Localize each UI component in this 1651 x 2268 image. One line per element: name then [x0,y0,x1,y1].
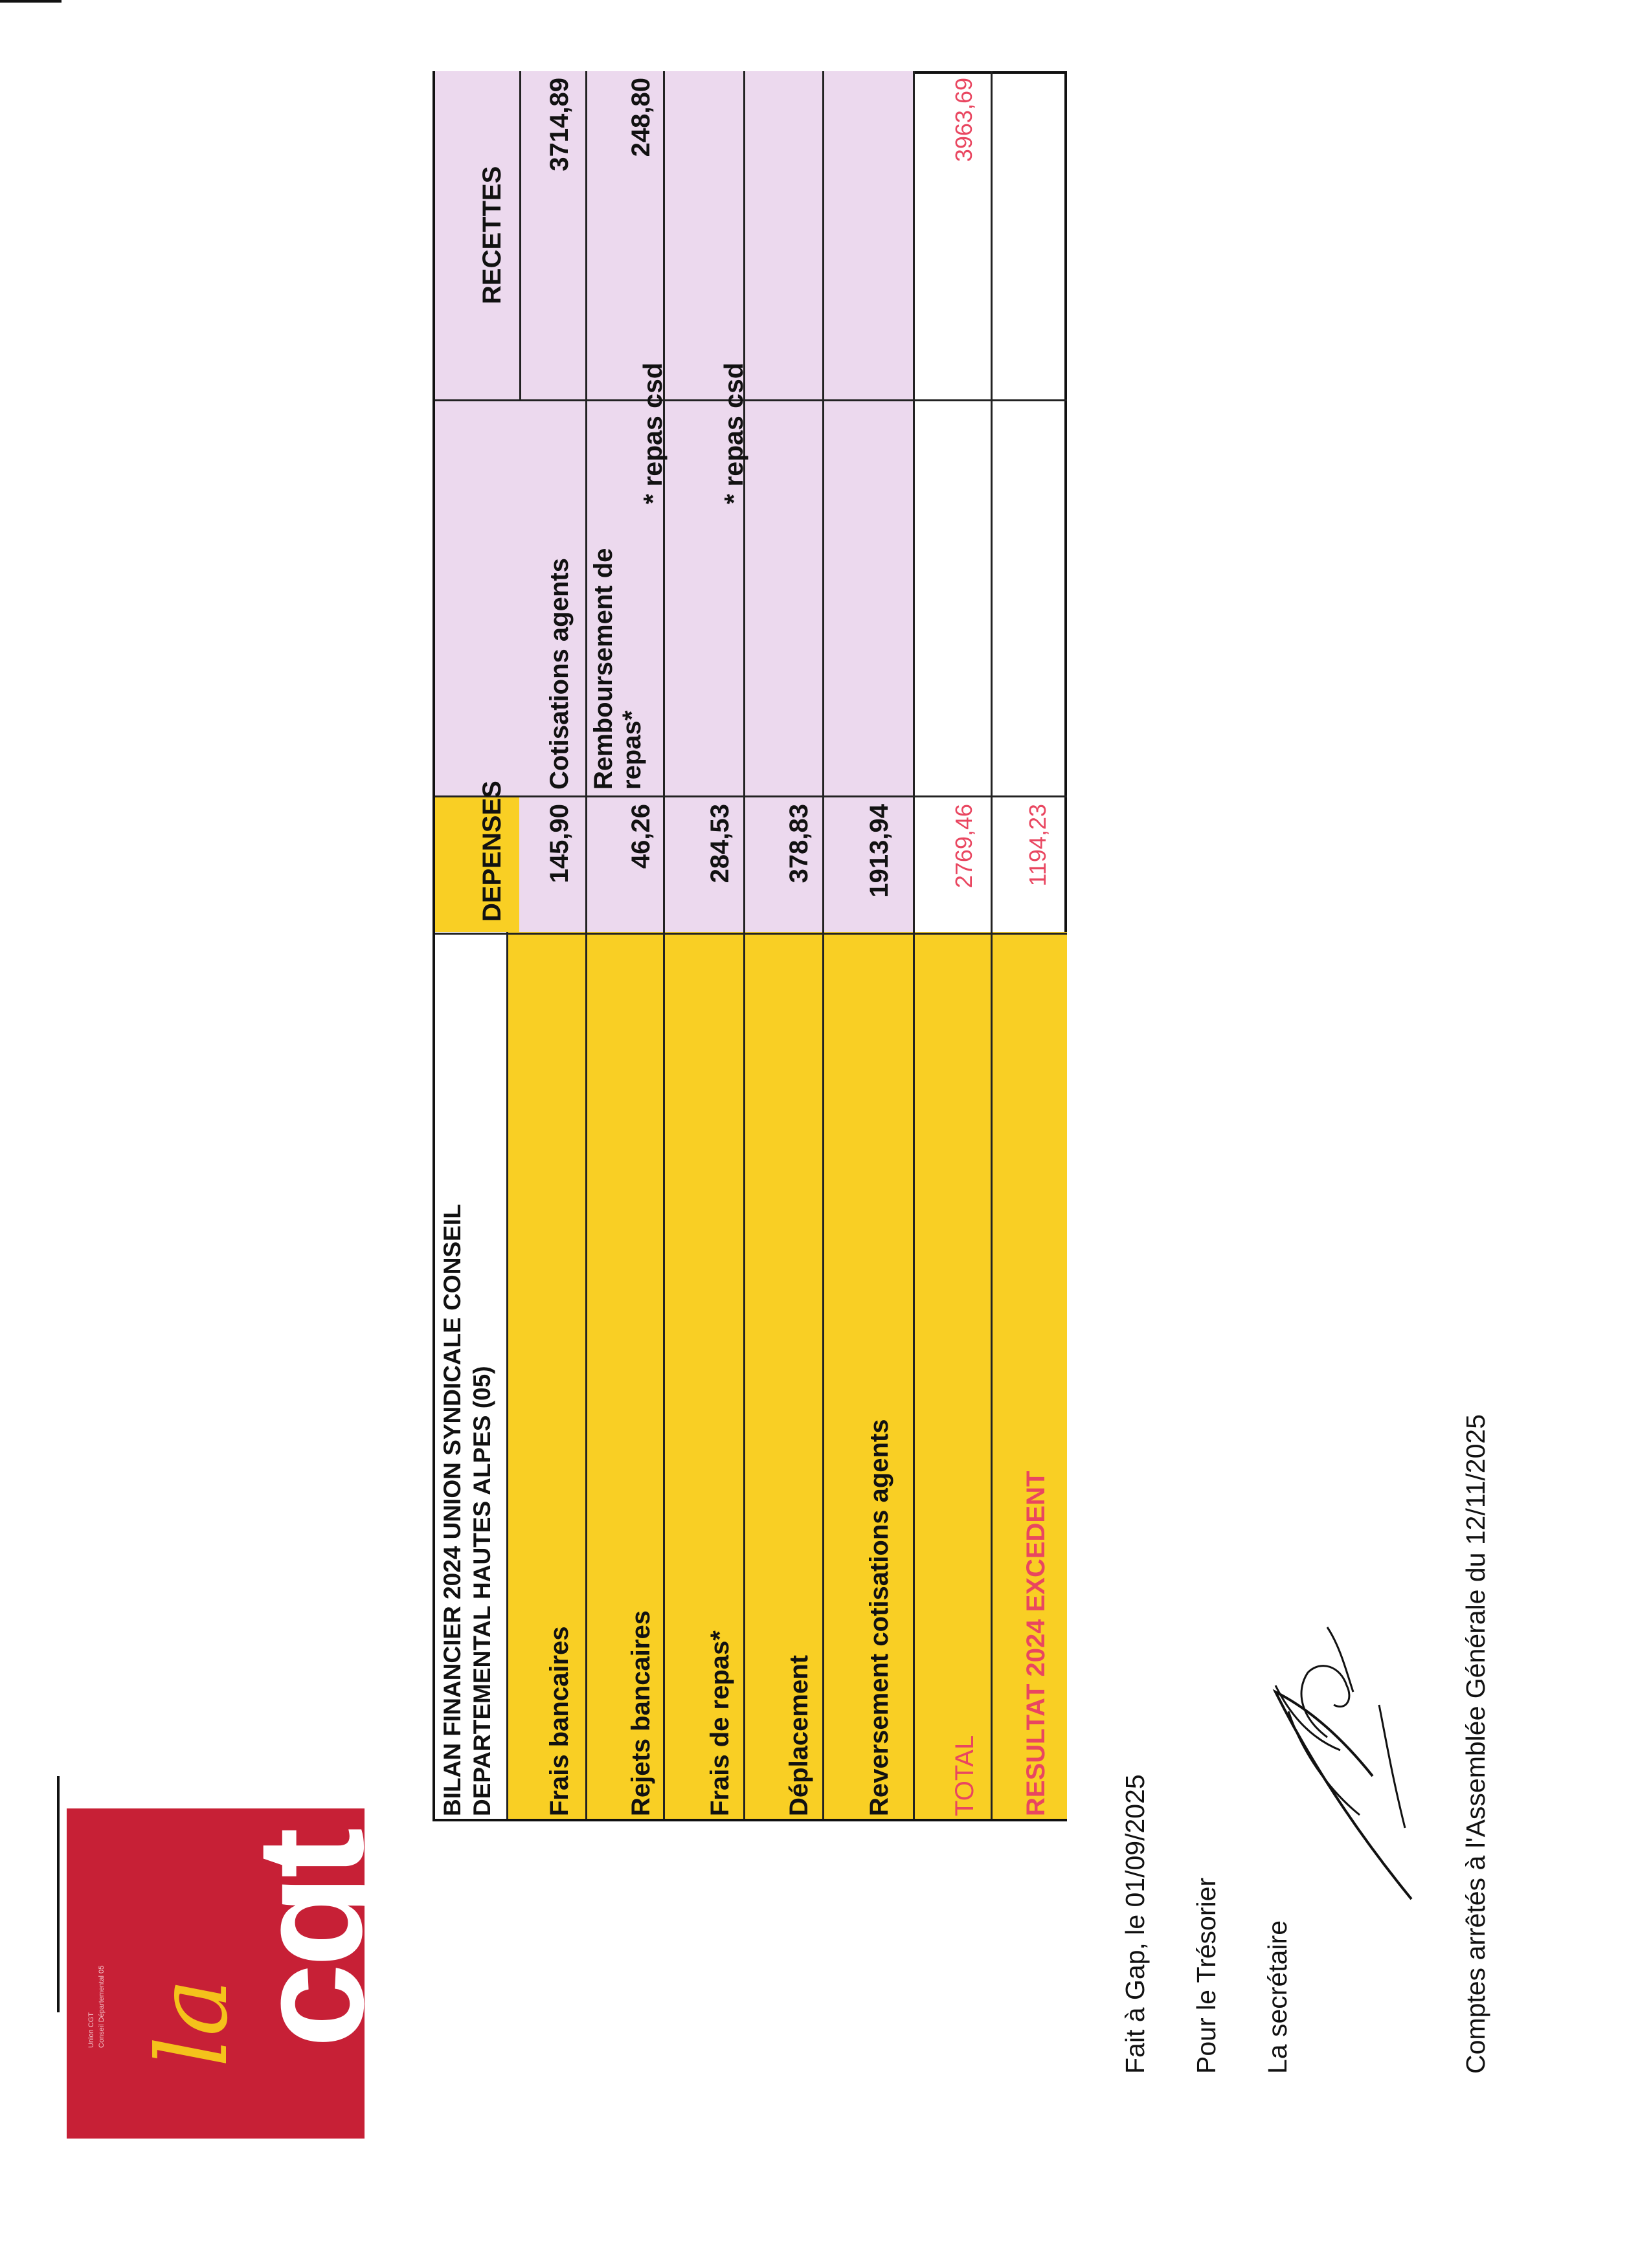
depense-label: Frais bancaires [545,1626,574,1816]
depense-label: Rejets bancaires [627,1610,655,1816]
signature [1250,1621,1431,1906]
depense-label: Déplacement [785,1655,813,1816]
depense-label: Frais de repas* [706,1630,734,1816]
tresorier-label: Pour le Trésorier [1191,1877,1221,2074]
row-line [743,71,745,1819]
total-depenses: 2769,46 [950,804,977,889]
row-line [519,71,521,401]
row-line [822,71,824,1819]
total-label: TOTAL [950,1735,979,1816]
recette-label: Remboursement de repas* [589,548,646,790]
note-repas-csd: * repas csd [719,362,748,504]
recette-value: 248,80 [627,78,655,157]
total-recettes: 3963,69 [950,78,977,162]
note-repas-csd: * repas csd [638,362,668,504]
depense-value: 284,53 [706,804,734,884]
logo-la: la [137,1978,249,2067]
col-line [435,399,1067,401]
logo-caption: Union CGT Conseil Départemental 05 [87,1965,106,2048]
table-title: BILAN FINANCIER 2024 UNION SYNDICALE CONSEIL DEPARTEMENTAL HAUTES ALPES (05) [439,1204,495,1816]
col-line [435,933,1067,935]
row-line [991,71,993,1819]
depense-label: Reversement cotisations agents [865,1419,893,1816]
depense-value: 1913,94 [865,804,893,898]
recettes-header: RECETTES [478,166,506,304]
cgt-logo [67,1808,395,2139]
row-line [913,71,915,1819]
resultat-value: 1194,23 [1024,804,1051,887]
depense-value: 378,83 [785,804,813,884]
col-line [435,795,1067,797]
depense-value: 46,26 [627,804,655,869]
recette-value: 3714,89 [545,78,574,172]
comptes-arretes: Comptes arrêtés à l'Assemblée Générale du 12/11/2025 [1461,1414,1490,2074]
depense-value: 145,90 [545,804,574,884]
row-line [585,71,587,1819]
place-date: Fait à Gap, le 01/09/2025 [1120,1774,1150,2074]
row-line [506,932,508,1819]
secretaire-label: La secrétaire [1263,1920,1292,2074]
depenses-header: DEPENSES [478,781,506,922]
recette-label: Cotisations agents [545,558,574,790]
row-line [663,71,665,1819]
logo-rule [57,1776,60,2012]
bilan-table [432,71,1067,1821]
logo-cgt: cgt [225,1831,395,2048]
resultat-label: RESULTAT 2024 EXCEDENT [1022,1471,1050,1816]
